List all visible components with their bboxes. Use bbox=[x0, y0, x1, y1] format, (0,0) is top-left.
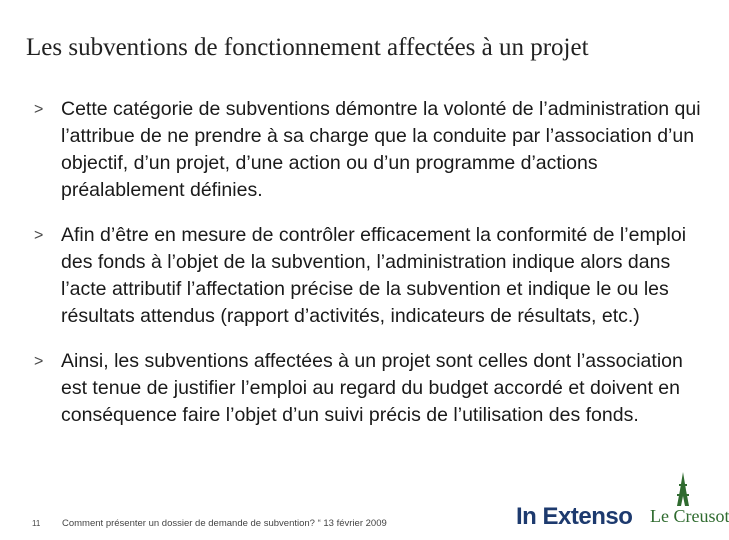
bullet-marker: > bbox=[34, 227, 44, 244]
bullet-item bbox=[34, 222, 702, 330]
bullet-marker: > bbox=[34, 353, 44, 370]
footer-text: Comment présenter un dossier de demande de subvention? “ 13 février 2009 bbox=[62, 518, 387, 529]
in-extenso-logo: In Extenso bbox=[516, 503, 633, 530]
eiffel-tower-icon bbox=[650, 470, 716, 508]
slide-title: Les subventions de fonctionnement affectées à un projet bbox=[26, 34, 589, 61]
bullet-text: Afin d’être en mesure de contrôler efficacement la conformité de l’emploi des fonds à l’objet de la subvention, l’administration indique alors dans l’acte attributif l’affectation précise de la subvention et indique le ou les résultats attendus (rapport d’activités, indicateurs de résultats, etc.) bbox=[61, 224, 687, 327]
bullet-item bbox=[34, 96, 702, 204]
bullet-marker: > bbox=[34, 101, 44, 118]
page-number: 11 bbox=[32, 519, 41, 528]
le-creusot-wordmark: Le Creusot bbox=[650, 506, 729, 526]
bullet-text: Cette catégorie de subventions démontre la volonté de l’administration qui l’attribue de ne prendre à sa charge que la conduite par l’association d’un objectif, d’un projet, d’une action ou d’un programme d’actions préalablement définies. bbox=[61, 98, 701, 201]
bullet-item bbox=[34, 348, 702, 429]
bullet-text: Ainsi, les subventions affectées à un projet sont celles dont l’association est tenue de justifier l’emploi au regard du budget accordé et doivent en conséquence faire l’objet d’un suivi précis de l’utilisation des fonds. bbox=[61, 350, 683, 426]
le-creusot-logo bbox=[650, 470, 729, 532]
bullet-list bbox=[34, 96, 702, 447]
